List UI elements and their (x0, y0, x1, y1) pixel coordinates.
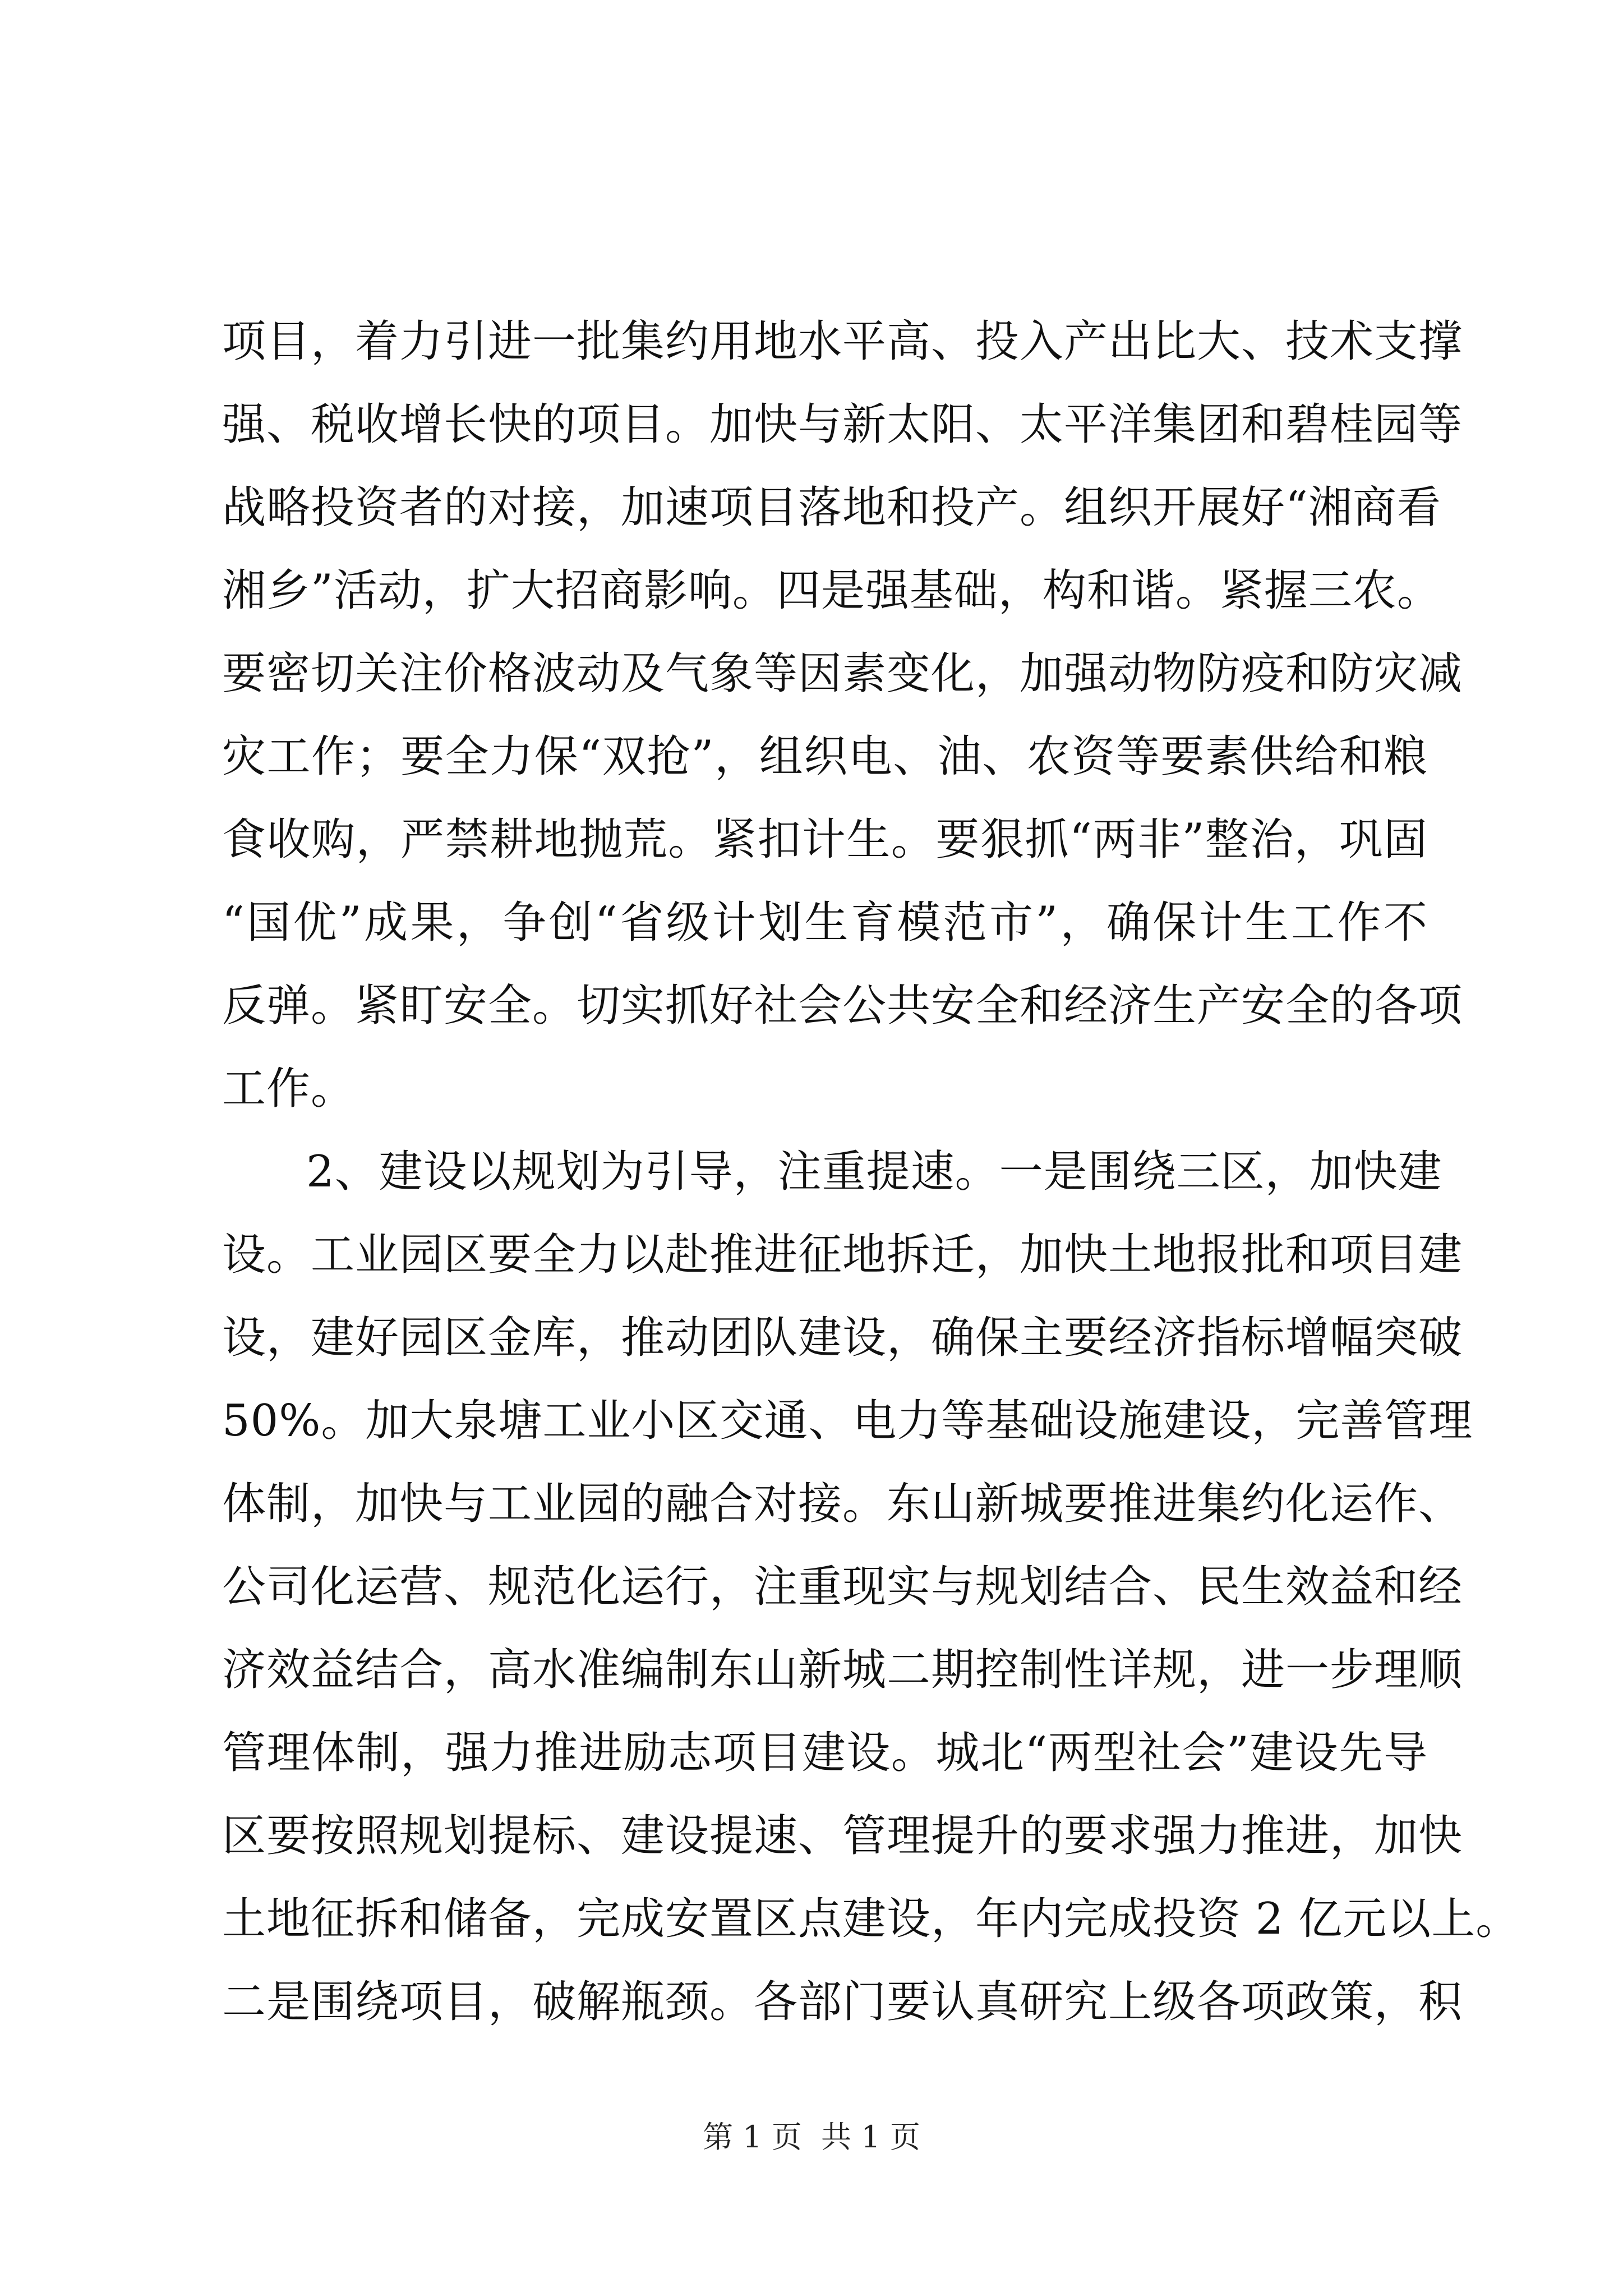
text-line: 湘乡”活动，扩大招商影响。四是强基础，构和谐。紧握三农。 (222, 565, 1441, 616)
text-line: 反弹。紧盯安全。切实抓好社会公共安全和经济生产安全的各项 (222, 981, 1463, 1031)
text-line: 体制，加快与工业园的融合对接。东山新城要推进集约化运作、 (222, 1479, 1463, 1529)
text-line: 2、建设以规划为引导，注重提速。一是围绕三区，加快建 (306, 1147, 1442, 1197)
text-line: 要密切关注价格波动及气象等因素变化，加强动物防疫和防灾减 (222, 648, 1463, 699)
text-line: 设。工业园区要全力以赴推进征地拆迁，加快土地报批和项目建 (222, 1230, 1463, 1280)
text-line: 二是围绕项目，破解瓶颈。各部门要认真研究上级各项政策，积 (222, 1977, 1463, 2027)
page-number-footer: 第 1 页 共 1 页 (703, 2119, 920, 2155)
text-line: 公司化运营、规范化运行，注重现实与规划结合、民生效益和经 (222, 1562, 1463, 1612)
document-body (222, 300, 1520, 2044)
text-line: 管理体制，强力推进励志项目建设。城北“两型社会”建设先导 (222, 1728, 1428, 1778)
paragraph-1 (222, 300, 1463, 1130)
text-line: 工作。 (222, 1064, 356, 1114)
text-line: 区要按照规划提标、建设提速、管理提升的要求强力推进，加快 (222, 1811, 1463, 1861)
text-line: 50%。加大泉塘工业小区交通、电力等基础设施建设，完善管理 (222, 1396, 1473, 1446)
text-line: 灾工作；要全力保“双抢”，组织电、油、农资等要素供给和粮 (222, 731, 1428, 782)
text-line: 食收购，严禁耕地抛荒。紧扣计生。要狠抓“两非”整治，巩固 (222, 815, 1428, 865)
text-line: 项目，着力引进一批集约用地水平高、投入产出比大、技术支撑 (222, 316, 1463, 367)
text-line: 设，建好园区金库，推动团队建设，确保主要经济指标增幅突破 (222, 1313, 1463, 1363)
text-line: 济效益结合，高水准编制东山新城二期控制性详规，进一步理顺 (222, 1645, 1463, 1695)
text-line: 土地征拆和储备，完成安置区点建设，年内完成投资 2 亿元以上。 (222, 1894, 1520, 1944)
text-line: 强、税收增长快的项目。加快与新太阳、太平洋集团和碧桂园等 (222, 399, 1463, 450)
text-line: “国优”成果，争创“省级计划生育模范市”，确保计生工作不 (222, 898, 1428, 948)
paragraph-2 (222, 1130, 1520, 2044)
text-line: 战略投资者的对接，加速项目落地和投产。组织开展好“湘商看 (222, 482, 1441, 533)
